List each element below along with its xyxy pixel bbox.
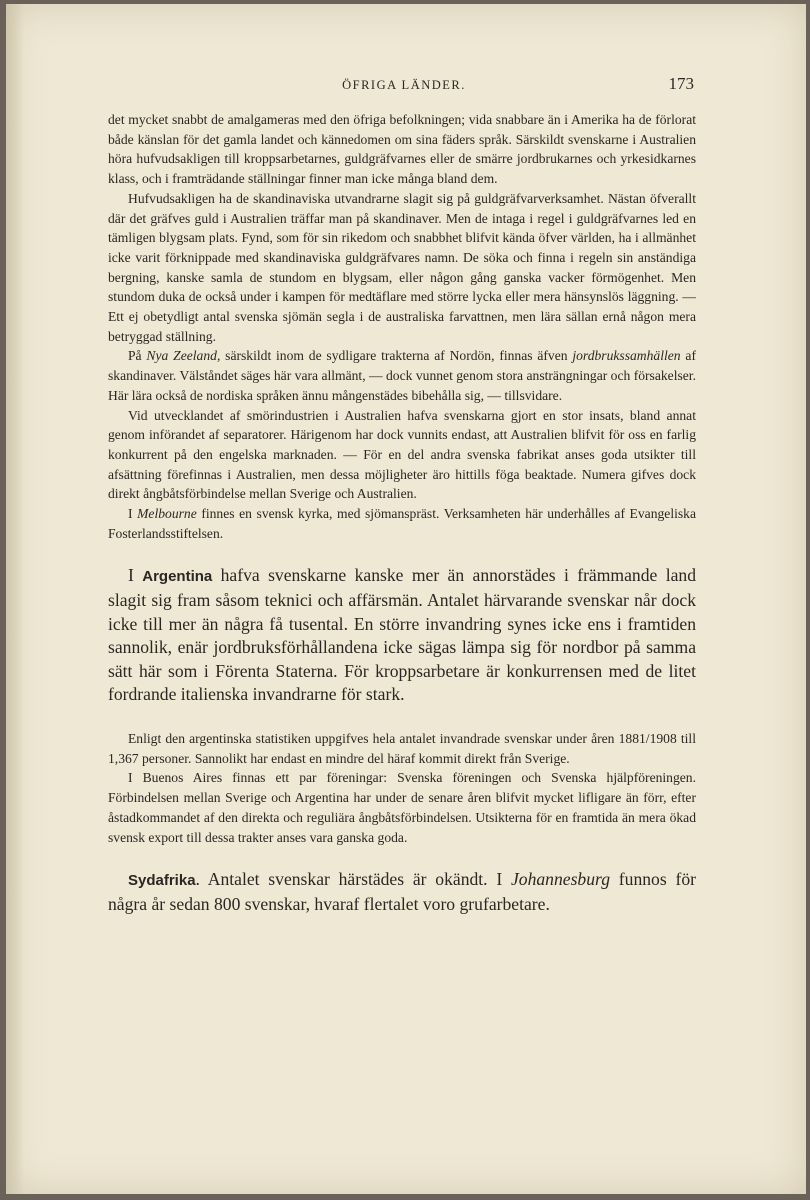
page-number: 173 [668, 74, 694, 93]
butter-industry-paragraph: Vid utvecklandet af smörindustrien i Australien hafva svenskarna gjort en stor insats, bland annat genom införandet af separatorer. Härigenom har dock vunnits endast, att Australien blifvit för oss en farlig konkurrent på den engelska marknaden. — För en del andra svenska fabrikat anses goda utsikter till afsättning förefinnas i Australien, men dessa möjligheter äro hittills föga beaktade. Numera gifves dock direkt ångbåtsförbindelse mellan Sverige och Australien. [108, 407, 696, 502]
melbourne-paragraph [108, 504, 696, 543]
argentina-notes [108, 729, 696, 847]
text-run: hafva svenskarne kanske mer än annorstädes i främmande land slagit sig fram såsom teknici och affärsmän. Antalet härvarande svenskar når dock icke till mer än några få tusental. En större invandring synes icke ens i framtiden sannolik, enär jordbruksförhållandena icke sägas lämpa sig för nordbor på samma sätt här som i Förenta Staterna. För kroppsarbetare är konkurrensen med de litet fordrande italienska invandrarne för stark. [108, 565, 696, 705]
place-name-melbourne: Melbourne [137, 506, 197, 522]
place-name-nya-zeeland: Nya Zeeland [146, 348, 217, 364]
text-run: finnes en svensk kyrka, med sjömanspräst. Verksamheten här underhålles af Evangeliska Fosterlandsstiftelsen. [108, 506, 696, 541]
page-body [108, 110, 696, 916]
page-spine-shadow [6, 4, 24, 1194]
running-head: ÖFRIGA LÄNDER. [342, 78, 466, 92]
book-page [6, 4, 806, 1194]
australia-paragraph-1: det mycket snabbt de amalgameras med den öfriga befolkningen; vida snabbare än i Amerika ha de förlorat både känslan för det gamla landet och kännedomen om sina fäders språk. Särskildt svenskarne i Australien höra hufvudsakligen till kroppsarbetarnes, guldgräfvarnes eller de smärre jordbrukarnes och yrkesidkarnes klass, och i framträdande ställningar finner man icke många bland dem. [108, 112, 696, 187]
text-run: , särskildt inom de sydligare trakterna af Nordön, finnas äfven [216, 348, 573, 364]
argentina-section [108, 564, 696, 707]
section-heading-argentina: Argentina [142, 568, 213, 586]
south-africa-section [108, 868, 696, 916]
text-run: På [128, 348, 147, 364]
page-header [114, 74, 694, 96]
term-jordbrukssamhallen: jordbrukssamhällen [572, 348, 681, 364]
text-run: I [128, 565, 143, 586]
section-heading-sydafrika: Sydafrika [128, 872, 196, 890]
new-zealand-paragraph [108, 346, 696, 405]
text-run: I [128, 506, 138, 522]
argentina-paragraph [108, 564, 696, 707]
place-name-johannesburg: Johannesburg [510, 869, 611, 890]
text-run: funnos för några år sedan 800 svenskar, hvaraf flertalet voro grufarbetare. [108, 869, 696, 914]
text-run: af skandinaver. Välståndet säges här vara allmänt, — dock vunnet genom stora ansträngningar och försakelser. Här lära också de nordiska språken ännu mångenstädes bibehålla sig, — tillsvidare. [108, 348, 696, 403]
south-africa-paragraph [108, 868, 696, 916]
australia-section [108, 110, 696, 543]
argentina-statistics-paragraph: Enligt den argentinska statistiken uppgifves hela antalet invandrade svenskar under åren 1881/1908 till 1,367 personer. Sannolikt har endast en mindre del häraf kommit direkt från Sverige. [108, 731, 696, 766]
text-run: . Antalet svenskar härstädes är okändt. I [195, 869, 511, 890]
australia-paragraph-2: Hufvudsakligen ha de skandinaviska utvandrarne slagit sig på guldgräfvarverksamhet. Nästan öfverallt där det gräfves guld i Australien träffar man på skandinaver. Men de intaga i regel i guldgräfvarnes led en tämligen blygsam plats. Fynd, som för sin rikedom och snabbhet blifvit kända öfver världen, ha i allmänhet icke varit förknippade med skandinaviska guldgräfvares namn. De söka och finna i regeln sin anständiga bergning, kanske samla de stundom en blygsam, eller någon gång ganska vacker förmögenhet. Men stundom duka de också under i kampen för medtäflare med större lycka eller mera hänsynslös läggning. — Ett ej obetydligt antal svenska sjömän segla i de australiska farvattnen, men lära sällan ernå någon mera betryggad ställning. [108, 190, 696, 344]
buenos-aires-paragraph: I Buenos Aires finnas ett par föreningar: Svenska föreningen och Svenska hjälpföreningen. Förbindelsen mellan Sverige och Argentina har under de senare åren blifvit mycket lifligare än förr, efter åstadkommandet af den direkta och reguliära ångbåtsförbindelsen. Utsikterna för en framtida än mera ökad svensk export till dessa trakter anses vara ganska goda. [108, 770, 696, 845]
